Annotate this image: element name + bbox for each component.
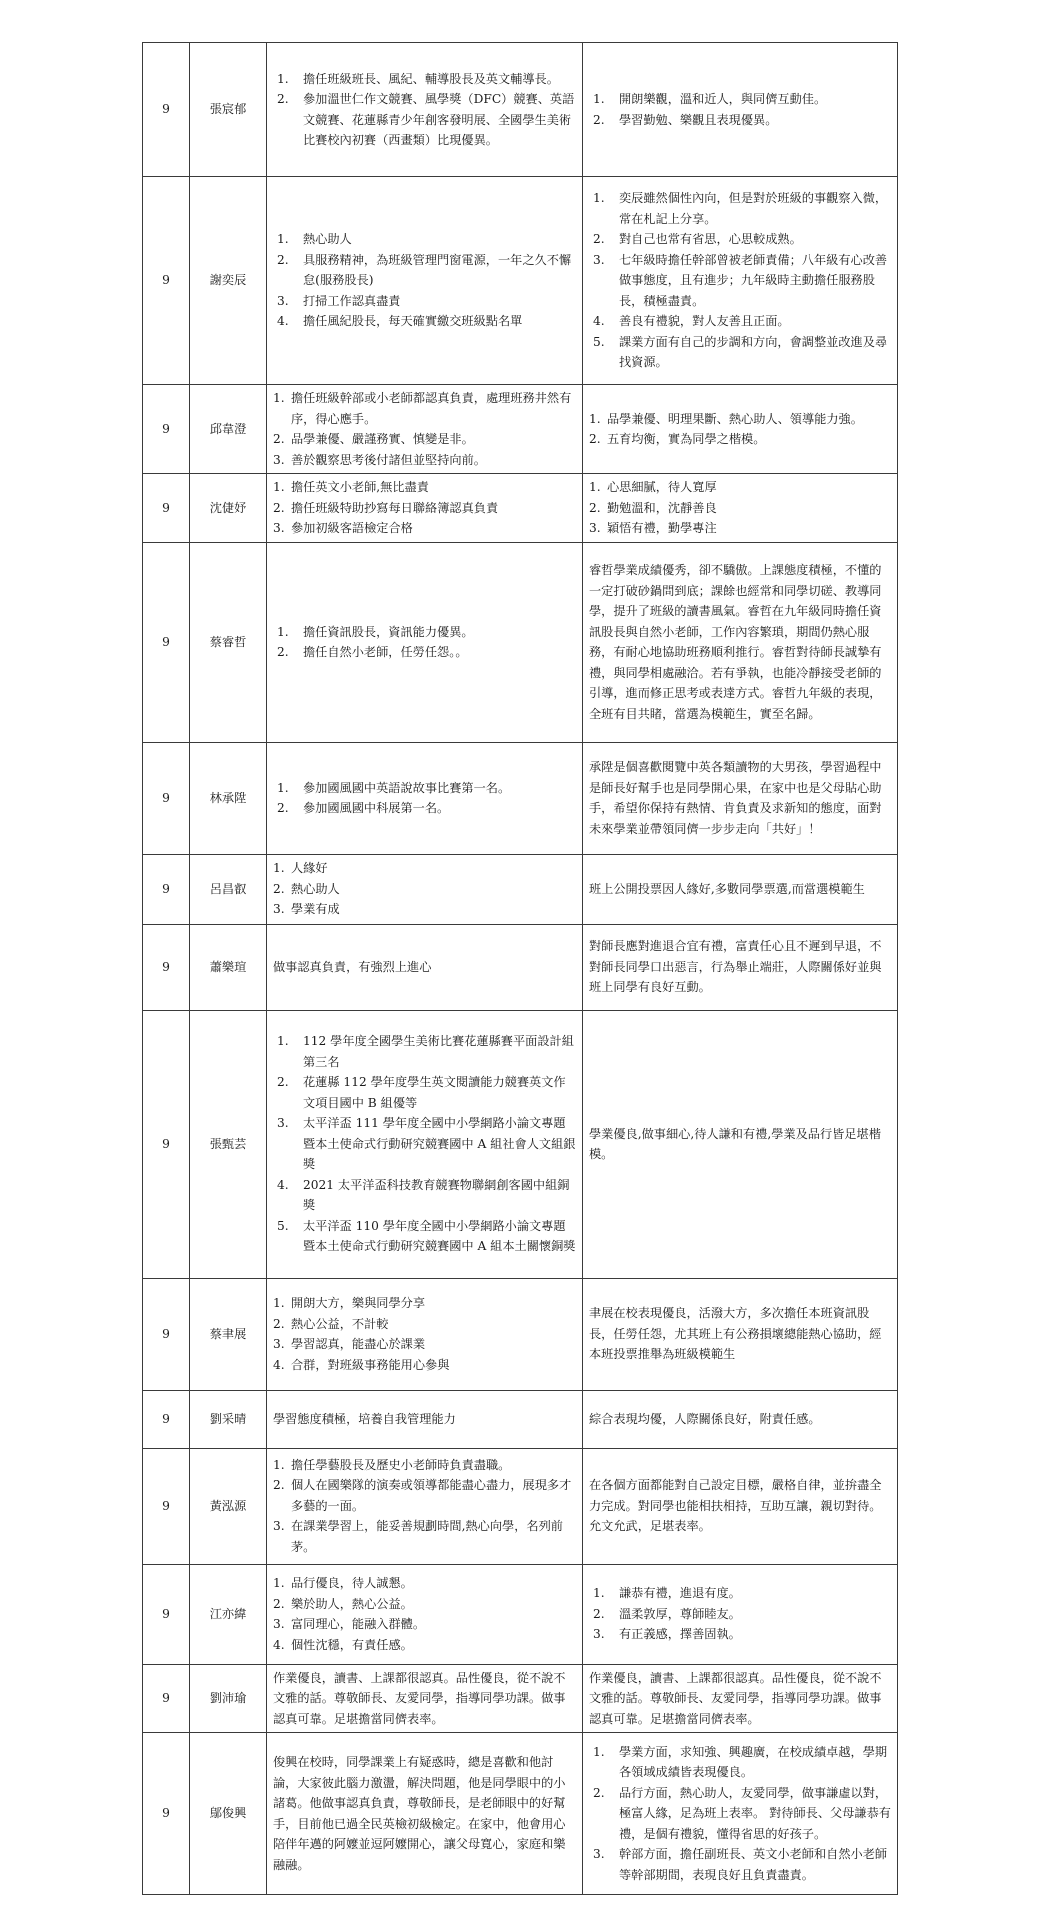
item-text: 品行優良，待人誠懇。 <box>291 1576 413 1590</box>
item-number: 1. <box>593 191 605 206</box>
performance-cell <box>267 1278 583 1390</box>
grade-cell: 9 <box>143 1733 190 1895</box>
item-list <box>589 477 892 539</box>
item-number: 3. <box>273 902 285 917</box>
list-item <box>589 1844 892 1885</box>
item-number: 2. <box>277 252 289 267</box>
item-number: 1. <box>277 780 289 795</box>
item-text: 擔任資訊股長，資訊能力優異。 <box>303 624 474 639</box>
student-record-table <box>142 42 898 1895</box>
item-number: 2. <box>593 112 605 127</box>
item-number: 1. <box>273 1457 285 1472</box>
item-number: 4. <box>277 314 289 329</box>
item-number: 1. <box>277 232 289 247</box>
list-item <box>589 1624 892 1645</box>
student-name: 邱韋澄 <box>190 385 267 474</box>
item-text: 七年級時擔任幹部曾被老師責備；八年級有心改善做事態度，且有進步；九年級時主動擔任服務股長，積極盡責。 <box>619 252 888 308</box>
item-text: 花蓮縣 112 學年度學生英文閱讀能力競賽英文作文項目國中 B 組優等 <box>303 1075 566 1110</box>
item-text: 勤勉溫和，沈靜善良 <box>607 500 717 515</box>
grade-cell: 9 <box>143 854 190 924</box>
list-item <box>273 1031 577 1072</box>
item-number: 3. <box>273 1337 285 1351</box>
list-item <box>273 450 577 471</box>
list-item <box>273 622 577 643</box>
grade-cell: 9 <box>143 1390 190 1448</box>
item-number: 1. <box>593 1744 605 1759</box>
item-list <box>589 1583 892 1645</box>
list-item <box>589 477 892 498</box>
grade-cell: 9 <box>143 1010 190 1278</box>
table-row <box>143 1664 898 1733</box>
performance-cell <box>267 542 583 742</box>
list-item <box>273 879 577 900</box>
table-row <box>143 1390 898 1448</box>
item-number: 3. <box>273 1617 285 1631</box>
item-list <box>273 1573 577 1655</box>
item-text: 開朗樂觀，溫和近人，與同儕互動佳。 <box>619 92 827 106</box>
table-row <box>143 1448 898 1564</box>
item-text: 2021 太平洋盃科技教育競賽物聯網創客國中組銅獎 <box>303 1177 570 1213</box>
grade-cell: 9 <box>143 1448 190 1564</box>
item-list <box>273 229 577 332</box>
list-item <box>589 332 892 373</box>
item-number: 2. <box>273 432 285 446</box>
list-item <box>273 899 577 920</box>
list-item <box>273 311 577 332</box>
item-number: 1. <box>273 480 285 494</box>
item-text: 在課業學習上，能妥善規劃時間,熱心向學，名列前茅。 <box>291 1519 563 1554</box>
grade-cell: 9 <box>143 385 190 474</box>
list-item <box>273 69 577 90</box>
comment-cell <box>583 474 898 543</box>
item-text: 打掃工作認真盡責 <box>303 293 401 308</box>
list-item <box>589 311 892 332</box>
item-list <box>589 409 892 450</box>
list-item <box>273 388 577 429</box>
item-number: 2. <box>273 1478 285 1493</box>
item-text: 穎悟有禮，勤學專注 <box>607 521 717 535</box>
item-text: 善良有禮貌，對人友善且正面。 <box>619 314 790 329</box>
item-text: 心思細膩，待人寬厚 <box>607 480 717 494</box>
item-number: 3. <box>277 293 289 308</box>
list-item <box>273 429 577 450</box>
comment-cell <box>583 924 898 1010</box>
item-number: 4. <box>277 1177 289 1192</box>
student-name: 林承陞 <box>190 742 267 854</box>
list-item <box>273 498 577 519</box>
item-text: 擔任風紀股長，每天確實繳交班級點名單 <box>303 314 523 329</box>
item-text: 太平洋盃 111 學年度全國中小學網路小論文專題暨本土使命式行動研究競賽國中 A 組社會人文組銀獎 <box>303 1116 576 1172</box>
performance-cell <box>267 1390 583 1448</box>
student-name: 呂昌叡 <box>190 854 267 924</box>
item-list <box>273 1031 577 1257</box>
item-text: 溫柔敦厚，尊師睦友。 <box>619 1606 741 1621</box>
item-number: 1. <box>589 480 601 494</box>
student-name: 謝奕辰 <box>190 177 267 385</box>
item-number: 2. <box>593 232 605 247</box>
table-row <box>143 177 898 385</box>
performance-cell <box>267 385 583 474</box>
list-item <box>273 642 577 663</box>
grade-cell: 9 <box>143 1664 190 1733</box>
performance-cell <box>267 854 583 924</box>
paragraph-text: 做事認真負責，有強烈上進心 <box>273 959 432 974</box>
item-text: 課業方面有自己的步調和方向，會調整並改進及尋找資源。 <box>619 334 888 370</box>
paragraph-text: 作業優良，讀書、上課都很認真。品性優良，從不說不文雅的話。尊敬師長、友愛同學，指導同學功課。做事認真可靠。足堪擔當同儕表率。 <box>589 1670 882 1726</box>
comment-cell <box>583 1733 898 1895</box>
item-text: 開朗大方，樂與同學分享 <box>291 1296 426 1310</box>
comment-cell <box>583 1664 898 1733</box>
table-row <box>143 854 898 924</box>
list-item <box>273 1594 577 1615</box>
performance-cell <box>267 1010 583 1278</box>
table-row <box>143 474 898 543</box>
performance-cell <box>267 1664 583 1733</box>
item-number: 5. <box>593 334 605 349</box>
item-text: 參加國風國中英語說故事比賽第一名。 <box>303 780 511 795</box>
item-text: 擔任班級班長、風紀、輔導股長及英文輔導長。 <box>303 71 559 86</box>
list-item <box>273 1614 577 1635</box>
item-text: 幹部方面，擔任副班長、英文小老師和自然小老師等幹部期間，表現良好且負責盡責。 <box>619 1847 888 1882</box>
item-number: 2. <box>277 645 289 659</box>
list-item <box>589 229 892 250</box>
list-item <box>273 1355 577 1376</box>
student-name: 蕭樂瑄 <box>190 924 267 1010</box>
item-number: 3. <box>273 452 285 467</box>
list-item <box>273 89 577 151</box>
list-item <box>273 1573 577 1594</box>
student-name: 劉沛瑜 <box>190 1664 267 1733</box>
student-name: 江亦緯 <box>190 1564 267 1664</box>
student-name: 劉采晴 <box>190 1390 267 1448</box>
item-number: 2. <box>589 432 601 446</box>
comment-cell <box>583 43 898 177</box>
list-item <box>589 250 892 312</box>
item-number: 3. <box>273 521 285 535</box>
item-number: 2. <box>273 881 285 896</box>
paragraph-text: 班上公開投票因人緣好,多數同學票選,而當選模範生 <box>589 881 865 896</box>
grade-cell: 9 <box>143 742 190 854</box>
paragraph-text: 承陞是個喜歡閱覽中英各類讀物的大男孩，學習過程中是師長好幫手也是同學開心果，在家中也是父母貼心助手，希望你保持有熱情、肯負責及求新知的態度，面對未來學業並帶領同儕一步步走向「共好」！ <box>589 760 882 836</box>
comment-cell <box>583 742 898 854</box>
item-text: 富同理心，能融入群體。 <box>291 1617 426 1631</box>
item-text: 有正義感，擇善固執。 <box>619 1627 741 1642</box>
grade-cell: 9 <box>143 43 190 177</box>
list-item <box>589 518 892 539</box>
table-row <box>143 1278 898 1390</box>
comment-cell <box>583 177 898 385</box>
item-list <box>589 188 892 373</box>
item-text: 學習認真，能盡心於課業 <box>291 1337 426 1351</box>
item-list <box>589 89 892 130</box>
table-row <box>143 542 898 742</box>
item-number: 1. <box>273 1296 285 1310</box>
list-item <box>273 1516 577 1557</box>
item-list <box>589 1742 892 1886</box>
list-item <box>273 1072 577 1113</box>
item-number: 2. <box>277 801 289 815</box>
item-text: 參加國風國中科展第一名。 <box>303 801 450 815</box>
grade-cell: 9 <box>143 924 190 1010</box>
item-number: 2. <box>593 1785 605 1800</box>
list-item <box>589 110 892 131</box>
item-text: 個性沈穩，有責任感。 <box>291 1637 413 1652</box>
list-item <box>589 429 892 450</box>
list-item <box>589 188 892 229</box>
list-item <box>273 1455 577 1476</box>
table-row <box>143 385 898 474</box>
list-item <box>273 1293 577 1314</box>
list-item <box>273 1113 577 1175</box>
grade-cell: 9 <box>143 542 190 742</box>
comment-cell <box>583 1448 898 1564</box>
comment-cell <box>583 854 898 924</box>
comment-cell <box>583 385 898 474</box>
performance-cell <box>267 924 583 1010</box>
item-number: 1. <box>273 1576 285 1590</box>
paragraph-text: 學業優良,做事細心,待人謙和有禮,學業及品行皆足堪楷模。 <box>589 1126 881 1161</box>
comment-cell <box>583 542 898 742</box>
student-name: 張宸郁 <box>190 43 267 177</box>
list-item <box>273 477 577 498</box>
performance-cell <box>267 1564 583 1664</box>
comment-cell <box>583 1390 898 1448</box>
list-item <box>589 1783 892 1845</box>
item-list <box>273 1455 577 1558</box>
item-text: 樂於助人，熱心公益。 <box>291 1596 413 1611</box>
comment-cell <box>583 1564 898 1664</box>
list-item <box>589 1583 892 1604</box>
item-number: 2. <box>273 1316 285 1331</box>
table-row <box>143 924 898 1010</box>
item-number: 1. <box>589 411 601 426</box>
student-name: 沈倢妤 <box>190 474 267 543</box>
performance-cell <box>267 1733 583 1895</box>
item-list <box>273 622 577 663</box>
performance-cell <box>267 474 583 543</box>
student-name: 蔡睿哲 <box>190 542 267 742</box>
item-number: 1. <box>273 861 285 876</box>
paragraph-text: 學習態度積極，培養自我管理能力 <box>273 1411 456 1426</box>
item-number: 4. <box>273 1357 285 1372</box>
item-number: 2. <box>589 500 601 515</box>
item-number: 1. <box>277 1034 289 1049</box>
item-number: 1. <box>277 624 289 639</box>
item-text: 奕辰雖然個性內向，但是對於班級的事觀察入微，常在札記上分享。 <box>619 191 888 226</box>
item-list <box>273 477 577 539</box>
list-item <box>273 1175 577 1216</box>
list-item <box>273 1635 577 1656</box>
list-item <box>589 498 892 519</box>
paragraph-text: 聿展在校表現優良，活潑大方，多次擔任本班資訊股長，任勞任怨，尤其班上有公務損壞總能熱心協助，經本班投票推舉為班級模範生 <box>589 1306 882 1362</box>
item-text: 學業方面，求知強、興趣廣，在校成績卓越，學期各領域成績皆表現優良。 <box>619 1744 888 1780</box>
item-number: 4. <box>593 314 605 329</box>
comment-cell <box>583 1278 898 1390</box>
item-number: 2. <box>273 1596 285 1611</box>
table-row <box>143 43 898 177</box>
student-name: 張甄芸 <box>190 1010 267 1278</box>
item-text: 個人在國樂隊的演奏或領導都能盡心盡力，展現多才多藝的一面。 <box>291 1478 572 1513</box>
performance-cell <box>267 43 583 177</box>
list-item <box>273 291 577 312</box>
item-number: 1. <box>593 92 605 106</box>
list-item <box>273 778 577 799</box>
item-number: 1. <box>273 391 285 405</box>
grade-cell: 9 <box>143 177 190 385</box>
list-item <box>589 89 892 110</box>
list-item <box>273 1475 577 1516</box>
item-text: 參加溫世仁作文競賽、風學獎（DFC）競賽、英語文競賽、花蓮縣青少年創客發明展、全國學生美術比賽校內初賽（西畫類）比現優異。 <box>303 92 575 147</box>
item-text: 熱心助人 <box>291 881 340 896</box>
student-name: 黃泓源 <box>190 1448 267 1564</box>
list-item <box>273 858 577 879</box>
item-number: 3. <box>593 1847 605 1862</box>
item-number: 4. <box>273 1637 285 1652</box>
list-item <box>273 518 577 539</box>
list-item <box>273 1334 577 1355</box>
item-number: 2. <box>273 500 285 515</box>
item-text: 熱心助人 <box>303 232 352 247</box>
list-item <box>273 250 577 291</box>
grade-cell: 9 <box>143 474 190 543</box>
item-number: 3. <box>273 1519 285 1534</box>
student-name: 鄔俊興 <box>190 1733 267 1895</box>
performance-cell <box>267 177 583 385</box>
student-name: 蔡聿展 <box>190 1278 267 1390</box>
item-number: 3. <box>589 521 601 535</box>
paragraph-text: 作業優良，讀書、上課都很認真。品性優良，從不說不文雅的話。尊敬師長、友愛同學，指導同學功課。做事認真可靠。足堪擔當同儕表率。 <box>273 1670 566 1726</box>
performance-cell <box>267 1448 583 1564</box>
item-list <box>273 858 577 920</box>
item-number: 1. <box>277 71 289 86</box>
item-text: 112 學年度全國學生美術比賽花蓮縣賽平面設計組第三名 <box>303 1034 574 1069</box>
list-item <box>273 798 577 819</box>
item-text: 人緣好 <box>291 861 328 876</box>
item-list <box>273 778 577 819</box>
item-text: 熱心公益，不計較 <box>291 1316 389 1331</box>
item-text: 學習勤勉、樂觀且表現優異。 <box>619 112 778 127</box>
item-text: 擔任自然小老師，任勞任怨。。 <box>303 645 468 659</box>
list-item <box>589 409 892 430</box>
paragraph-text: 在各個方面都能對自己設定目標，嚴格自律，並拚盡全力完成。對同學也能相扶相持，互助互讓，親切對待。允文允武，足堪表率。 <box>589 1478 882 1534</box>
table-row <box>143 742 898 854</box>
item-number: 3. <box>277 1116 289 1131</box>
item-number: 5. <box>277 1218 289 1233</box>
item-text: 五育均衡，實為同學之楷模。 <box>607 432 766 446</box>
item-list <box>273 1293 577 1375</box>
item-number: 3. <box>593 1627 605 1642</box>
item-list <box>273 69 577 151</box>
item-number: 1. <box>593 1586 605 1601</box>
table-row <box>143 1733 898 1895</box>
item-text: 品學兼優、嚴謹務實、慎變是非。 <box>291 432 474 446</box>
item-text: 參加初級客語檢定合格 <box>291 521 413 535</box>
item-text: 品學兼優、明理果斷、熱心助人、領導能力強。 <box>607 411 863 426</box>
item-text: 善於觀察思考後付諸但並堅持向前。 <box>291 452 486 467</box>
item-text: 擔任學藝股長及歷史小老師時負責盡職。 <box>291 1457 511 1472</box>
table-row <box>143 1010 898 1278</box>
grade-cell: 9 <box>143 1278 190 1390</box>
performance-cell <box>267 742 583 854</box>
grade-cell: 9 <box>143 1564 190 1664</box>
paragraph-text: 睿哲學業成績優秀，卻不驕傲。上課態度積極，不懂的一定打破砂鍋問到底；課餘也經常和同學切磋、教導同學，提升了班級的讀書風氣。睿哲在九年級同時擔任資訊股長與自然小老師，工作內容繁瑣，期間仍熱心服務，有耐心地協助班務順利推行。睿哲對待師長誠摯有禮，與同學相處融洽。若有爭執，也能冷靜接受老師的引導，進而修正思考或表達方式。睿哲九年級的表現，全班有目共睹，當選為模範生，實至名歸。 <box>589 563 882 721</box>
list-item <box>273 1216 577 1257</box>
paragraph-text: 對師長應對進退合宜有禮，富責任心且不遲到早退，不對師長同學口出惡言，行為舉止端莊，人際關係好並與班上同學有良好互動。 <box>589 939 882 995</box>
item-text: 具服務精神，為班級管理門窗電源，一年之久不懈怠(服務股長) <box>303 252 572 288</box>
item-text: 擔任班級幹部或小老師都認真負責，處理班務井然有序，得心應手。 <box>291 391 572 426</box>
item-list <box>273 388 577 470</box>
item-text: 謙恭有禮，進退有度。 <box>619 1586 741 1601</box>
item-number: 2. <box>277 92 289 106</box>
item-text: 擔任班級特助抄寫每日聯絡簿認真負責 <box>291 500 499 515</box>
table-row <box>143 1564 898 1664</box>
item-text: 學業有成 <box>291 902 340 917</box>
item-text: 合群，對班級事務能用心參與 <box>291 1357 450 1372</box>
item-number: 3. <box>593 252 605 267</box>
item-number: 2. <box>593 1606 605 1621</box>
list-item <box>273 229 577 250</box>
item-text: 擔任英文小老師,無比盡責 <box>291 480 429 494</box>
item-text: 對自己也常有省思，心思較成熟。 <box>619 232 802 247</box>
list-item <box>273 1314 577 1335</box>
paragraph-text: 綜合表現均優，人際關係良好，附責任感。 <box>589 1411 821 1426</box>
item-number: 2. <box>277 1075 289 1090</box>
comment-cell <box>583 1010 898 1278</box>
paragraph-text: 俊興在校時，同學課業上有疑惑時，總是喜歡和他討論，大家彼此腦力激盪，解決問題，他是同學眼中的小諸葛。他做事認真負責，尊敬師長，是老師眼中的好幫手，目前他已過全民英檢初級檢定。在家中，他會用心陪伴年邁的阿嬤並逗阿嬤開心，讓父母寬心，家庭和樂融融。 <box>273 1755 566 1872</box>
item-text: 品行方面，熱心助人，友愛同學，做事謙虛以對，極富人緣，足為班上表率。 對待師長、父母謙恭有禮，是個有禮貌，懂得省思的好孩子。 <box>619 1785 891 1841</box>
item-text: 太平洋盃 110 學年度全國中小學網路小論文專題暨本土使命式行動研究競賽國中 A 組本土關懷銅獎 <box>303 1218 576 1254</box>
list-item <box>589 1604 892 1625</box>
list-item <box>589 1742 892 1783</box>
